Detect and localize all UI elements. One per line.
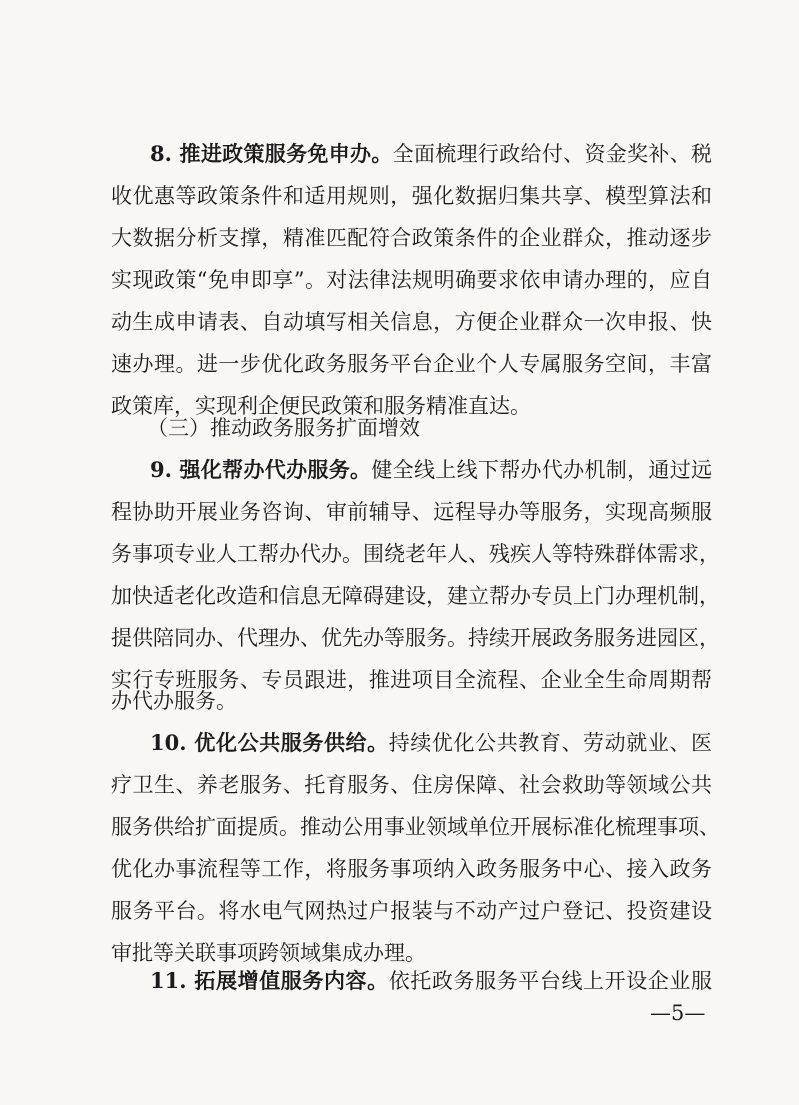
paragraph-8-heading: 8. 推进政策服务免申办。 — [150, 141, 393, 166]
paragraph-10-heading: 10. 优化公共服务供给。 — [150, 730, 389, 755]
paragraph-10-text: 持续优化公共教育、劳动就业、医 — [388, 731, 712, 755]
paragraph-8-line-1 — [150, 134, 712, 174]
page-number: —5— — [650, 1001, 706, 1025]
paragraph-9-line-6: 实行专班服务、专员跟进，推进项目全流程、企业全生命周期帮 — [111, 668, 712, 692]
paragraph-8-line-4: 实现政策“免申即享”。对法律法规明确要求依申请办理的，应自 — [111, 268, 712, 292]
paragraph-9-line-4: 加快适老化改造和信息无障碍建设，建立帮办专员上门办理机制， — [111, 584, 720, 608]
paragraph-8-line-6: 速办理。进一步优化政务服务平台企业个人专属服务空间，丰富 — [111, 352, 712, 376]
paragraph-8-line-2: 收优惠等政策条件和适用规则，强化数据归集共享、模型算法和 — [111, 184, 712, 208]
paragraph-10-line-1 — [150, 723, 712, 763]
paragraph-9-line-5: 提供陪同办、代理办、优先办等服务。持续开展政务服务进园区， — [111, 626, 720, 650]
paragraph-10-line-2: 疗卫生、养老服务、托育服务、住房保障、社会救助等领域公共 — [111, 773, 712, 797]
paragraph-11-heading: 11. 拓展增值服务内容。 — [150, 968, 389, 993]
section-subheading: （三）推动政务服务扩面增效 — [147, 416, 420, 440]
paragraph-9-text: 健全线上线下帮办代办机制，通过远 — [371, 458, 713, 482]
paragraph-9-line-1 — [150, 450, 712, 490]
paragraph-8-line-5: 动生成申请表、自动填写相关信息，方便企业群众一次申报、快 — [111, 310, 712, 334]
paragraph-10-line-4: 优化办事流程等工作，将服务事项纳入政务服务中心、接入政务 — [111, 857, 712, 881]
paragraph-8-text: 全面梳理行政给付、资金奖补、税 — [392, 142, 713, 166]
paragraph-8-line-7: 政策库，实现利企便民政策和服务精准直达。 — [111, 394, 531, 418]
paragraph-9-line-3: 务事项专业人工帮办代办。围绕老年人、残疾人等特殊群体需求， — [111, 542, 720, 566]
paragraph-10-line-6: 审批等关联事项跨领域集成办理。 — [111, 941, 426, 965]
paragraph-10-line-5: 服务平台。将水电气网热过户报装与不动产过户登记、投资建设 — [111, 899, 712, 923]
paragraph-9-line-2: 程协助开展业务咨询、审前辅导、远程导办等服务，实现高频服 — [111, 500, 712, 524]
paragraph-8-line-3: 大数据分析支撑，精准匹配符合政策条件的企业群众，推动逐步 — [111, 226, 712, 250]
paragraph-11-text: 依托政务服务平台线上开设企业服 — [388, 969, 712, 993]
paragraph-11-line-1 — [150, 961, 712, 1001]
paragraph-9-heading: 9. 强化帮办代办服务。 — [150, 457, 372, 482]
paragraph-10-line-3: 服务供给扩面提质。推动公用事业领域单位开展标准化梳理事项、 — [111, 815, 720, 839]
paragraph-9-line-7: 办代办服务。 — [111, 689, 237, 713]
